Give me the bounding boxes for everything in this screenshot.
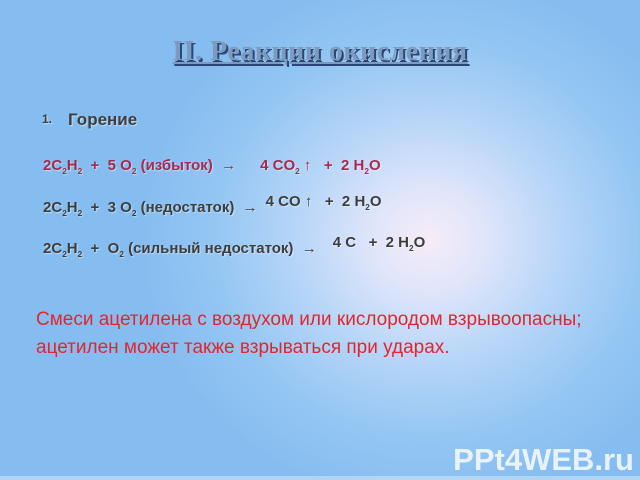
section-number: 1. <box>42 112 53 126</box>
warning-line-1: Смеси ацетилена с воздухом или кислородом взрывоопасны; <box>36 309 582 330</box>
section-label: Горение <box>68 110 138 129</box>
warning-line-2: ацетилен может также взрываться при ударах. <box>36 337 450 358</box>
section-heading <box>42 110 137 130</box>
equation-products: 4 CO ↑ + 2 $H_2O$ <box>265 193 382 212</box>
equation-combustion-strong-oxygen-deficiency <box>43 234 426 259</box>
equation-products: 4 C + 2 $H_2O$ <box>332 234 426 253</box>
warning-text <box>36 306 582 362</box>
equation-combustion-excess-oxygen <box>43 157 381 174</box>
equation-reactants: $2C_2H_2 + 5$ $O_2$ (избыток) → <box>43 157 237 176</box>
equation-combustion-oxygen-deficiency <box>43 193 382 218</box>
equation-reactants: $2C_2H_2 + O_2$ (сильный недостаток) → <box>43 240 317 259</box>
slide-title: II. Реакции окисления <box>172 36 468 67</box>
equation-reactants: $2C_2H_2 + 3$ $O_2$ (недостаток) → <box>43 199 258 218</box>
watermark: PPt4WEB.ru <box>453 442 634 477</box>
equation-products: 4 $CO_2$ ↑ + 2 $H_2O$ <box>260 157 381 176</box>
